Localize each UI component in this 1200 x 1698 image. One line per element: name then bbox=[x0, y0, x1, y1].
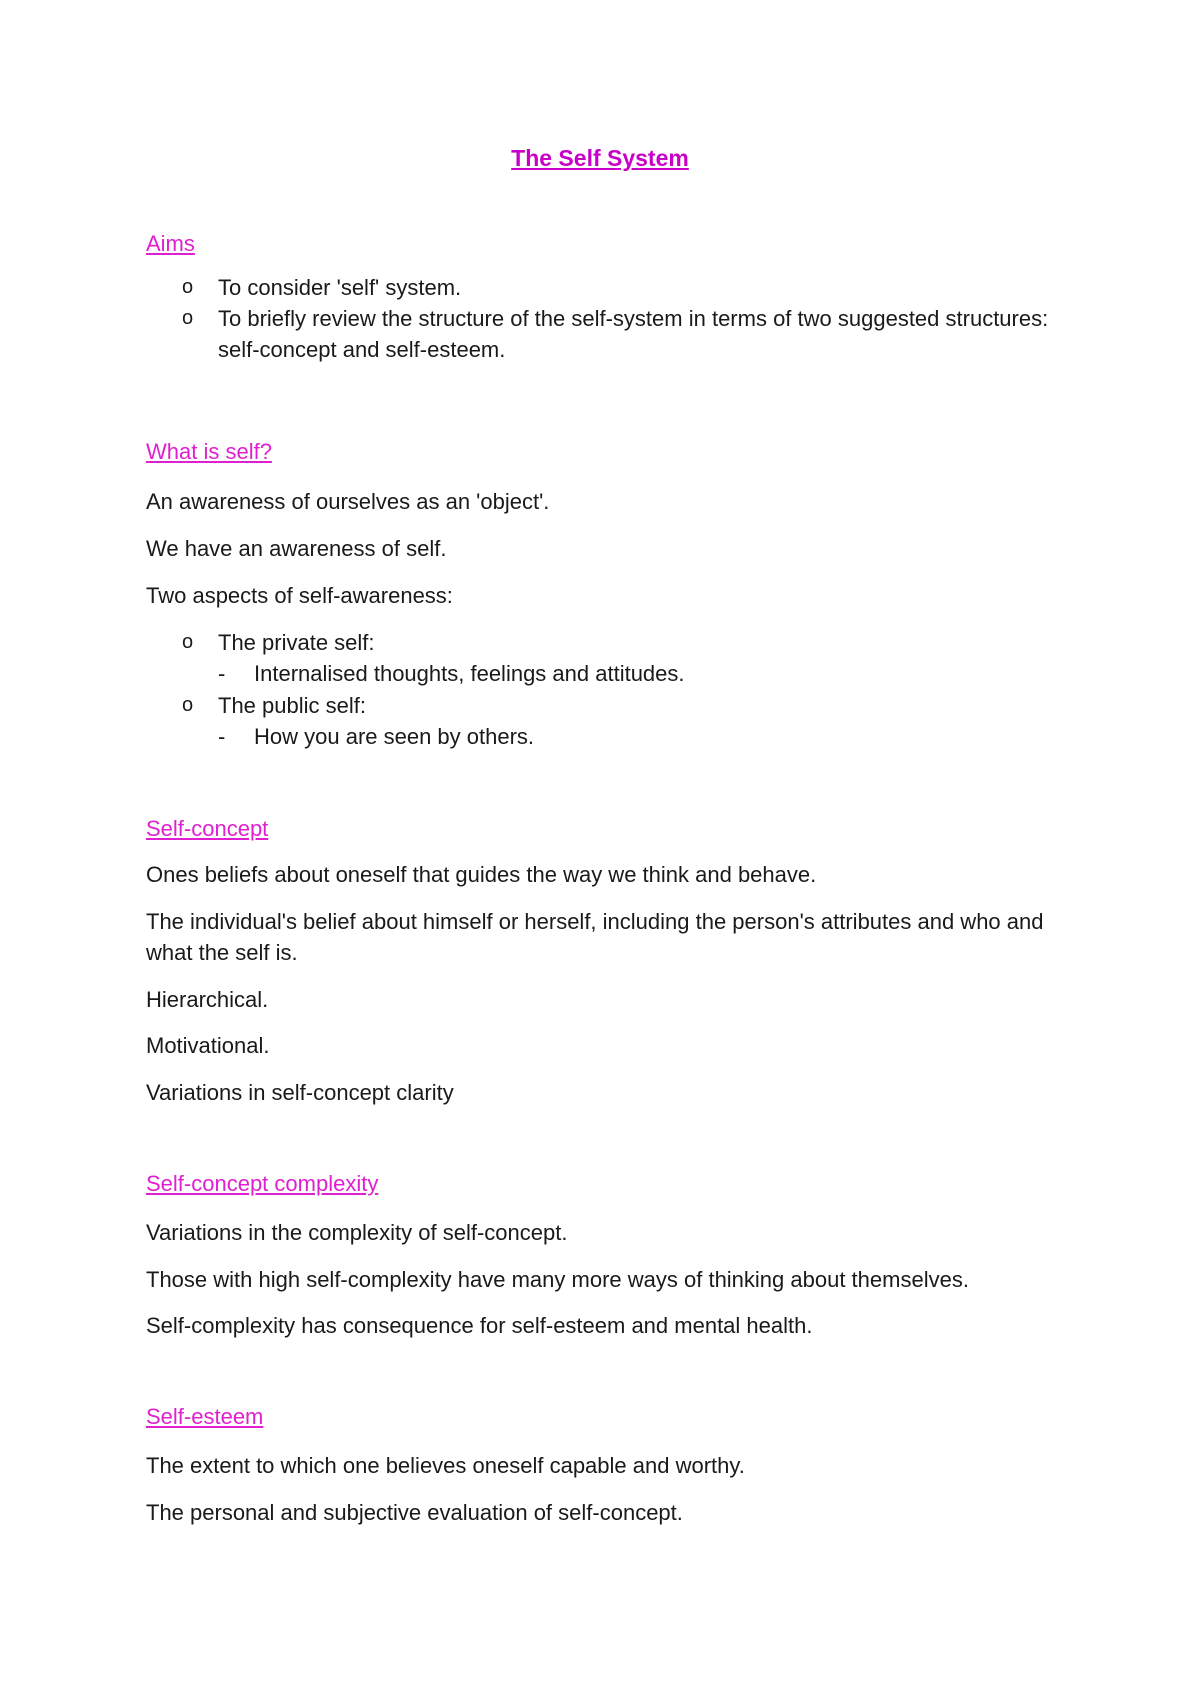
aspect-bullet bbox=[182, 627, 1062, 658]
bullet-marker: o bbox=[182, 307, 194, 329]
self-concept-paragraph: The individual's belief about himself or herself, including the person's attributes and who and what the self is. bbox=[146, 909, 1044, 965]
aspect-label: The public self: bbox=[218, 693, 366, 718]
aspect-detail-text: Internalised thoughts, feelings and attitudes. bbox=[254, 661, 685, 686]
self-concept-heading: Self-concept bbox=[146, 816, 269, 841]
self-concept-complexity-paragraph: Variations in the complexity of self-concept. bbox=[146, 1220, 568, 1245]
document-title: The Self System bbox=[511, 145, 689, 171]
aims-bullet bbox=[182, 272, 1062, 303]
self-concept-complexity-paragraph: Those with high self-complexity have many more ways of thinking about themselves. bbox=[146, 1267, 969, 1292]
bullet-marker: o bbox=[182, 694, 194, 716]
self-concept-paragraph: Variations in self-concept clarity bbox=[146, 1080, 454, 1105]
aspect-bullet bbox=[182, 690, 1062, 721]
aspect-detail bbox=[218, 658, 1058, 689]
dash-marker: - bbox=[218, 724, 226, 749]
dash-marker: - bbox=[218, 661, 226, 686]
self-esteem-paragraph: The personal and subjective evaluation of self-concept. bbox=[146, 1500, 683, 1525]
aims-bullet-text: To briefly review the structure of the self-system in terms of two suggested structures: self-concept and self-esteem. bbox=[218, 306, 1049, 362]
aspect-detail bbox=[218, 721, 1058, 752]
aspect-detail-text: How you are seen by others. bbox=[254, 724, 535, 749]
self-concept-complexity-heading: Self-concept complexity bbox=[146, 1171, 379, 1196]
aspect-label: The private self: bbox=[218, 630, 375, 655]
what-is-self-paragraph: An awareness of ourselves as an 'object'. bbox=[146, 489, 550, 514]
aims-bullet-text: To consider 'self' system. bbox=[218, 275, 462, 300]
self-esteem-paragraph: The extent to which one believes oneself capable and worthy. bbox=[146, 1453, 745, 1478]
aims-heading: Aims bbox=[146, 231, 195, 256]
self-concept-paragraph: Ones beliefs about oneself that guides the way we think and behave. bbox=[146, 862, 817, 887]
aims-bullet bbox=[182, 303, 1062, 365]
what-is-self-paragraph: We have an awareness of self. bbox=[146, 536, 447, 561]
what-is-self-heading: What is self? bbox=[146, 439, 272, 464]
bullet-marker: o bbox=[182, 631, 194, 653]
self-concept-paragraph: Hierarchical. bbox=[146, 987, 269, 1012]
what-is-self-paragraph: Two aspects of self-awareness: bbox=[146, 583, 453, 608]
self-esteem-heading: Self-esteem bbox=[146, 1404, 264, 1429]
self-concept-complexity-paragraph: Self-complexity has consequence for self-esteem and mental health. bbox=[146, 1313, 813, 1338]
bullet-marker: o bbox=[182, 276, 194, 298]
self-concept-paragraph: Motivational. bbox=[146, 1033, 270, 1058]
